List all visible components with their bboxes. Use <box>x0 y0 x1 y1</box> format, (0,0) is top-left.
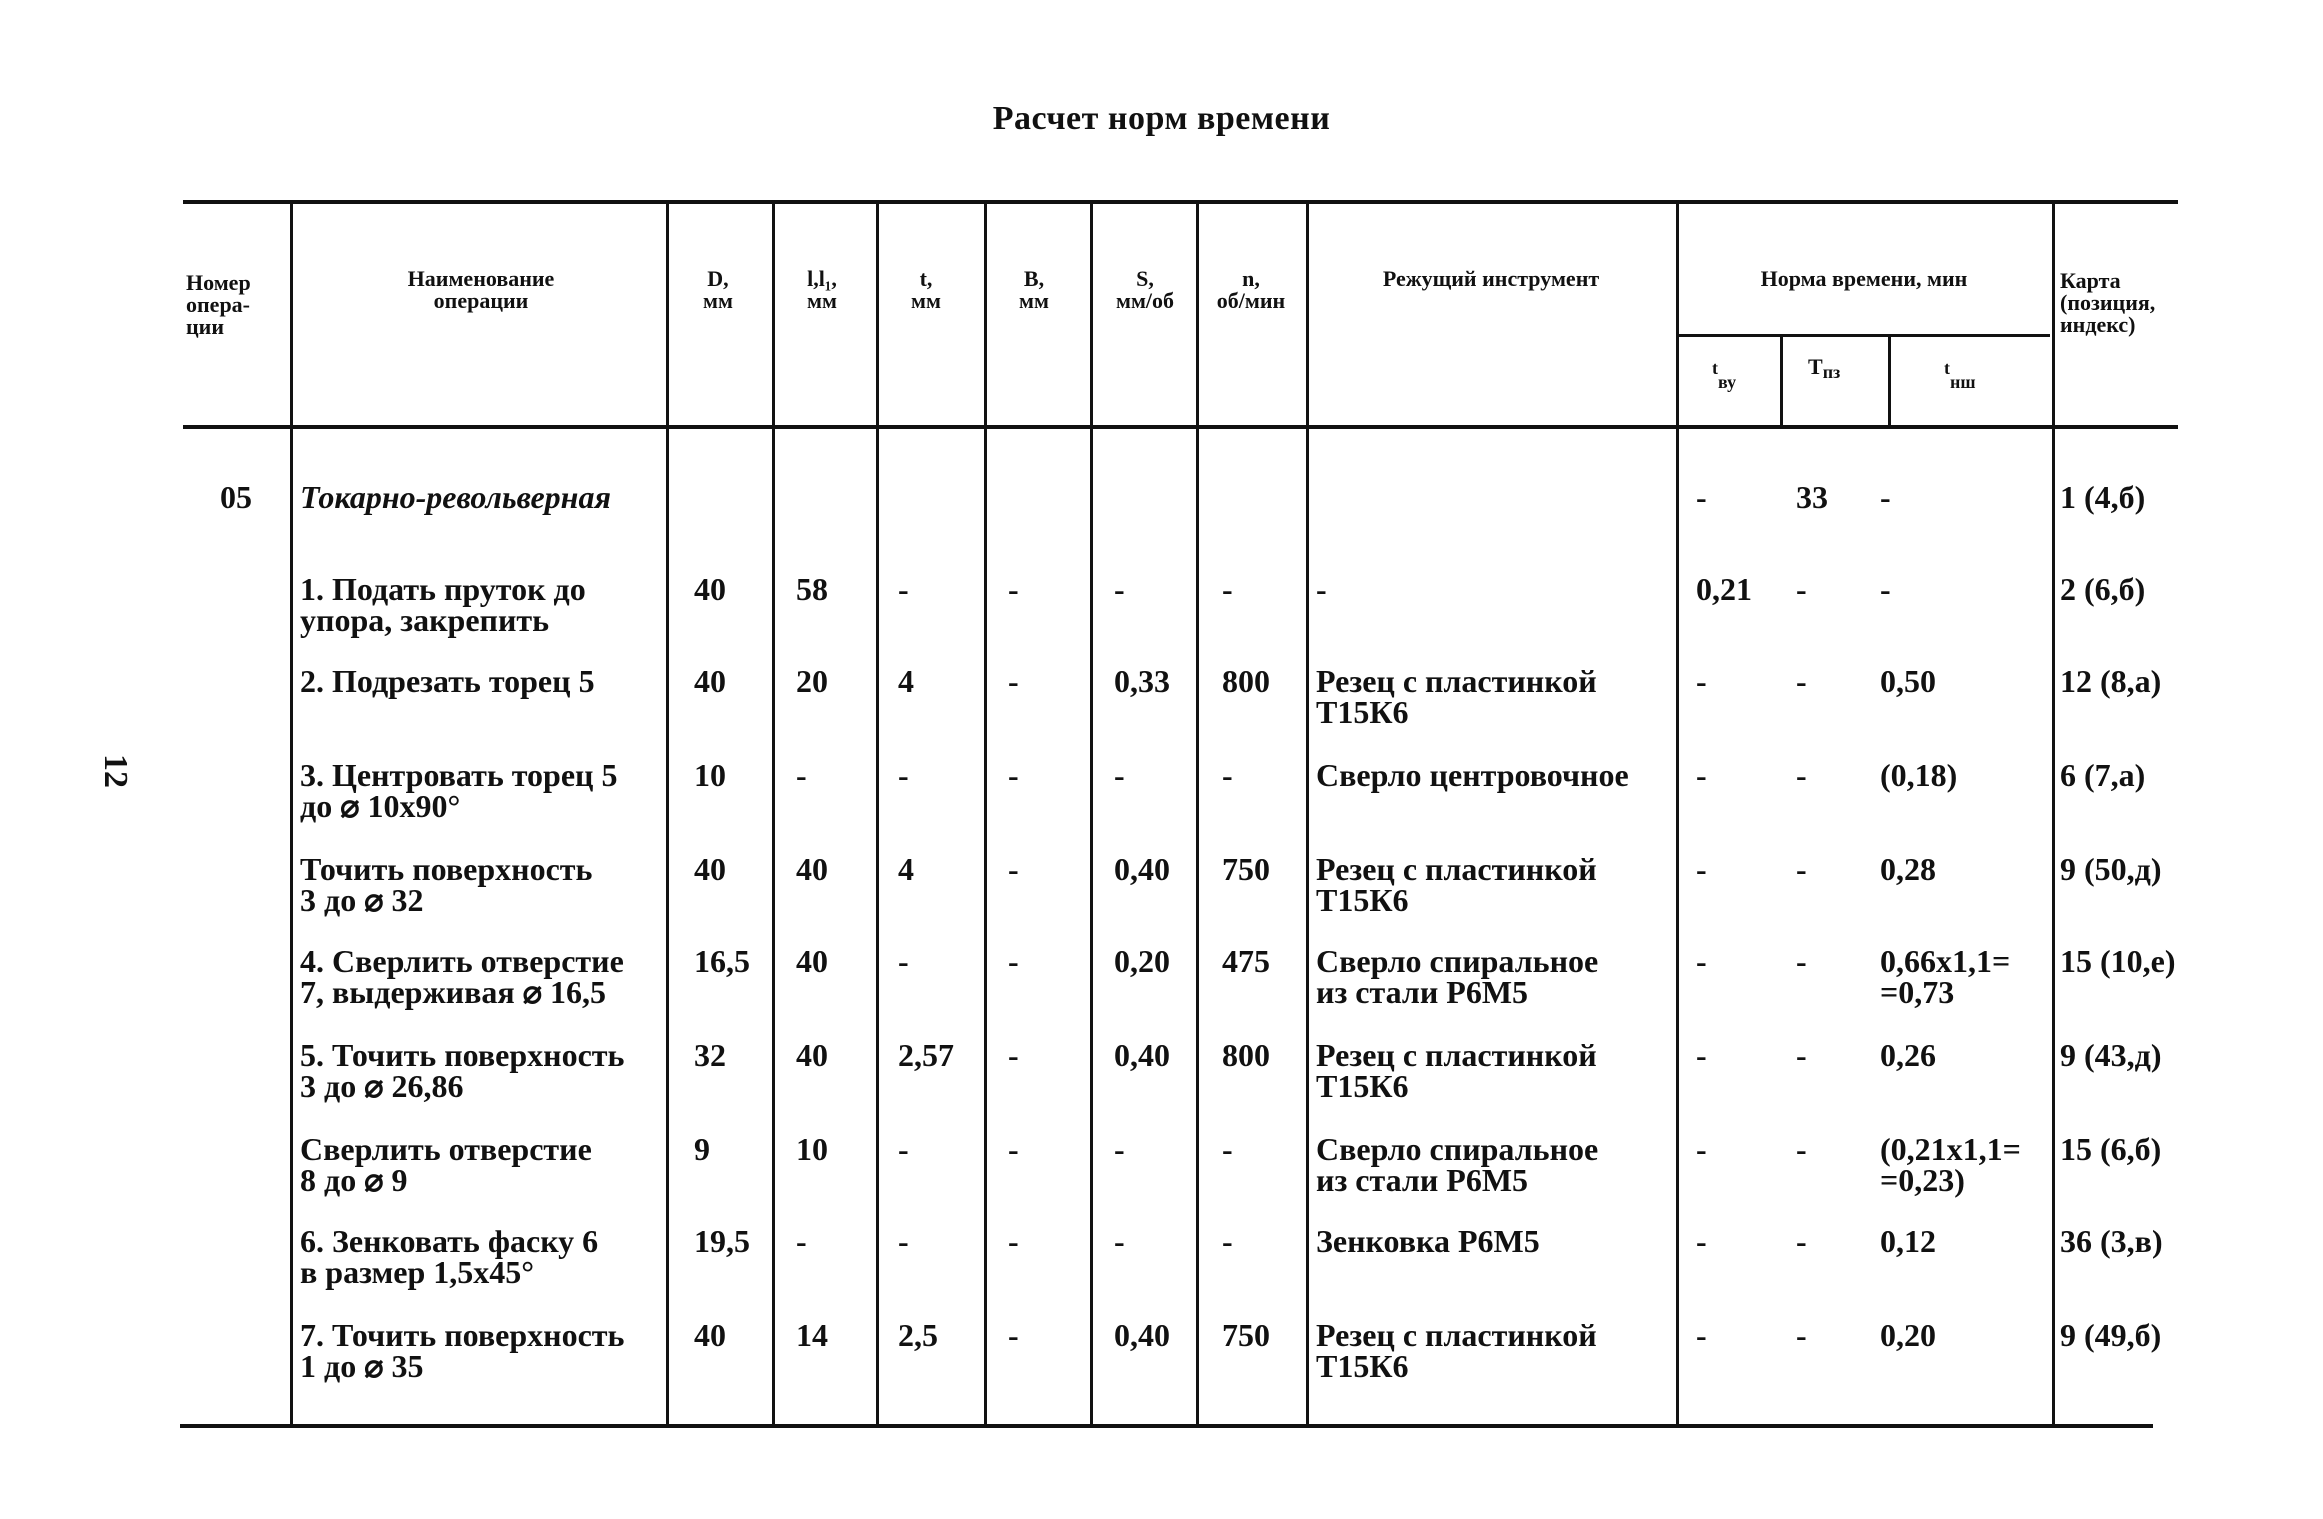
cell-name: 1. Подать пруток до упора, закрепить <box>300 571 586 638</box>
cell-B: - <box>1008 851 1019 887</box>
cell-D: 9 <box>694 1131 710 1167</box>
cell-l: 40 <box>796 851 828 887</box>
cell-D: 40 <box>694 663 726 699</box>
cell-t: - <box>898 571 909 607</box>
table-header-rule <box>183 425 2178 429</box>
table-bottom-rule <box>180 1424 2153 1428</box>
cell-l: - <box>796 757 807 793</box>
cell-S: 0,33 <box>1114 663 1170 699</box>
header-t: t, мм <box>911 266 941 313</box>
cell-tool: Зенковка Р6М5 <box>1316 1223 1540 1259</box>
cell-tpz: - <box>1796 1131 1807 1167</box>
column-divider <box>1780 336 1783 426</box>
cell-card: 15 (10,е) <box>2060 943 2176 979</box>
cell-t: - <box>898 757 909 793</box>
cell-card: 12 (8,а) <box>2060 663 2162 699</box>
cell-tool: Резец с пластинкой Т15К6 <box>1316 663 1597 730</box>
column-divider <box>2052 202 2055 1424</box>
cell-l: 40 <box>796 1037 828 1073</box>
cell-tpz: - <box>1796 1037 1807 1073</box>
cell-card: 1 (4,б) <box>2060 479 2146 515</box>
cell-n: - <box>1222 1223 1233 1259</box>
cell-t: 2,5 <box>898 1317 938 1353</box>
cell-name: 5. Точить поверхность 3 до ⌀ 26,86 <box>300 1037 625 1104</box>
cell-tool: Сверло спиральное из стали Р6М5 <box>1316 1131 1599 1198</box>
cell-tnsh: 0,66х1,1= =0,73 <box>1880 943 2011 1010</box>
column-divider <box>1306 202 1309 1424</box>
cell-tnsh: (0,18) <box>1880 757 1958 793</box>
cell-tpz: - <box>1796 943 1807 979</box>
cell-D: 16,5 <box>694 943 750 979</box>
cell-tnsh: 0,20 <box>1880 1317 1936 1353</box>
cell-name: 4. Сверлить отверстие 7, выдерживая ⌀ 16,5 <box>300 943 624 1010</box>
cell-l: 40 <box>796 943 828 979</box>
cell-n: 800 <box>1222 663 1270 699</box>
cell-t: - <box>898 1131 909 1167</box>
cell-n: - <box>1222 1131 1233 1167</box>
cell-tpz: - <box>1796 1317 1807 1353</box>
header-tool: Режущий инструмент <box>1382 266 1600 291</box>
cell-name: 3. Центровать торец 5 до ⌀ 10х90° <box>300 757 618 824</box>
cell-tool: Сверло спиральное из стали Р6М5 <box>1316 943 1599 1010</box>
cell-tpz: - <box>1796 571 1807 607</box>
header-S: S, мм/об <box>1115 266 1175 313</box>
cell-tpz: - <box>1796 851 1807 887</box>
header-T-pz: Tпз <box>1808 354 1841 382</box>
column-divider <box>1090 202 1093 1424</box>
cell-B: - <box>1008 757 1019 793</box>
cell-n: 800 <box>1222 1037 1270 1073</box>
cell-n: 475 <box>1222 943 1270 979</box>
cell-card: 9 (43,д) <box>2060 1037 2162 1073</box>
cell-B: - <box>1008 1037 1019 1073</box>
cell-card: 36 (3,в) <box>2060 1223 2163 1259</box>
header-B: B, мм <box>1019 266 1049 313</box>
cell-tnsh: - <box>1880 479 1891 515</box>
cell-tnsh: 0,12 <box>1880 1223 1936 1259</box>
cell-tpz: - <box>1796 757 1807 793</box>
cell-l: 58 <box>796 571 828 607</box>
cell-name: 7. Точить поверхность 1 до ⌀ 35 <box>300 1317 625 1384</box>
cell-D: 40 <box>694 571 726 607</box>
cell-name: Токарно-револьверная <box>300 479 611 515</box>
cell-t: 2,57 <box>898 1037 954 1073</box>
cell-tvu: - <box>1696 479 1707 515</box>
cell-B: - <box>1008 1131 1019 1167</box>
page-title: Расчет норм времени <box>992 100 1331 137</box>
cell-tool: Резец с пластинкой Т15К6 <box>1316 851 1597 918</box>
cell-tvu: - <box>1696 1131 1707 1167</box>
page-number: 12 <box>97 754 134 788</box>
cell-n: 750 <box>1222 851 1270 887</box>
header-norm: Норма времени, мин <box>1760 266 1968 291</box>
cell-tnsh: (0,21х1,1= =0,23) <box>1880 1131 2021 1198</box>
header-t-vu: $^t$ву <box>1712 358 1737 392</box>
cell-n: - <box>1222 571 1233 607</box>
header-t-nsh: $^t$нш <box>1944 358 1976 392</box>
header-l: l,l₁, мм <box>807 266 837 313</box>
cell-card: 9 (50,д) <box>2060 851 2162 887</box>
cell-l: 20 <box>796 663 828 699</box>
cell-tpz: 33 <box>1796 479 1828 515</box>
cell-tnsh: - <box>1880 571 1891 607</box>
cell-D: 40 <box>694 851 726 887</box>
cell-name: Точить поверхность 3 до ⌀ 32 <box>300 851 593 918</box>
cell-tvu: - <box>1696 1037 1707 1073</box>
header-op-name: Наименование операции <box>407 266 555 313</box>
cell-tvu: - <box>1696 757 1707 793</box>
cell-tool: - <box>1316 571 1327 607</box>
cell-tvu: - <box>1696 1223 1707 1259</box>
cell-card: 15 (6,б) <box>2060 1131 2162 1167</box>
cell-name: 6. Зенковать фаску 6 в размер 1,5х45° <box>300 1223 599 1290</box>
column-divider <box>984 202 987 1424</box>
cell-S: - <box>1114 571 1125 607</box>
cell-card: 6 (7,а) <box>2060 757 2146 793</box>
norm-subheader-rule <box>1678 334 2050 337</box>
cell-B: - <box>1008 1317 1019 1353</box>
column-divider <box>290 202 293 1424</box>
cell-D: 32 <box>694 1037 726 1073</box>
column-divider <box>1888 336 1891 426</box>
header-n: n, об/мин <box>1216 266 1286 313</box>
column-divider <box>1196 202 1199 1424</box>
cell-l: - <box>796 1223 807 1259</box>
table-top-rule <box>183 200 2178 204</box>
column-divider <box>876 202 879 1424</box>
cell-S: 0,40 <box>1114 851 1170 887</box>
header-D: D, мм <box>703 266 733 313</box>
cell-name: Сверлить отверстие 8 до ⌀ 9 <box>300 1131 592 1198</box>
cell-card: 9 (49,б) <box>2060 1317 2162 1353</box>
cell-name: 2. Подрезать торец 5 <box>300 663 595 699</box>
cell-n: - <box>1222 757 1233 793</box>
cell-S: 0,40 <box>1114 1317 1170 1353</box>
cell-card: 2 (6,б) <box>2060 571 2146 607</box>
cell-n: 750 <box>1222 1317 1270 1353</box>
cell-S: - <box>1114 1223 1125 1259</box>
cell-tool: Резец с пластинкой Т15К6 <box>1316 1317 1597 1384</box>
cell-tvu: 0,21 <box>1696 571 1752 607</box>
cell-tnsh: 0,28 <box>1880 851 1936 887</box>
cell-tnsh: 0,50 <box>1880 663 1936 699</box>
column-divider <box>666 202 669 1424</box>
cell-S: 0,40 <box>1114 1037 1170 1073</box>
cell-S: 0,20 <box>1114 943 1170 979</box>
cell-tnsh: 0,26 <box>1880 1037 1936 1073</box>
header-op-num: Номер опера- ции <box>186 270 251 339</box>
cell-t: 4 <box>898 851 914 887</box>
cell-D: 10 <box>694 757 726 793</box>
cell-l: 10 <box>796 1131 828 1167</box>
cell-tpz: - <box>1796 1223 1807 1259</box>
cell-B: - <box>1008 943 1019 979</box>
cell-D: 40 <box>694 1317 726 1353</box>
cell-tvu: - <box>1696 943 1707 979</box>
cell-D: 19,5 <box>694 1223 750 1259</box>
cell-tpz: - <box>1796 663 1807 699</box>
cell-tool: Сверло центровочное <box>1316 757 1629 793</box>
cell-t: 4 <box>898 663 914 699</box>
cell-l: 14 <box>796 1317 828 1353</box>
cell-B: - <box>1008 571 1019 607</box>
header-card: Карта (позиция, индекс) <box>2060 268 2156 337</box>
cell-tvu: - <box>1696 1317 1707 1353</box>
cell-tool: Резец с пластинкой Т15К6 <box>1316 1037 1597 1104</box>
cell-t: - <box>898 1223 909 1259</box>
cell-tvu: - <box>1696 851 1707 887</box>
cell-num: 05 <box>220 479 252 515</box>
cell-B: - <box>1008 1223 1019 1259</box>
cell-t: - <box>898 943 909 979</box>
cell-tvu: - <box>1696 663 1707 699</box>
cell-B: - <box>1008 663 1019 699</box>
cell-S: - <box>1114 757 1125 793</box>
column-divider <box>1676 202 1679 1424</box>
cell-S: - <box>1114 1131 1125 1167</box>
